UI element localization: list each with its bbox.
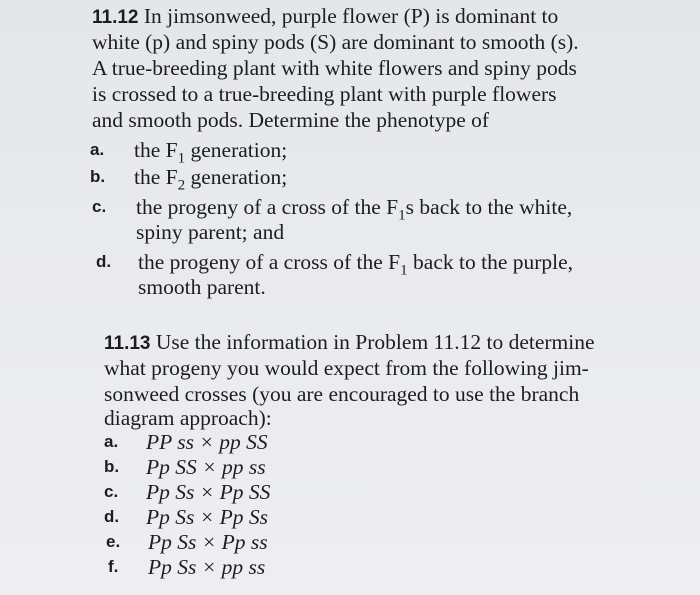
problem-11-12-line-4: is crossed to a true-breeding plant with purple flowers (92, 82, 557, 106)
cross-d: Pp Ss × Pp Ss (146, 505, 269, 529)
cross-label-d: d. (104, 507, 120, 526)
cross-a: PP ss × pp SS (146, 430, 268, 454)
problem-11-12-line-3: A true-breeding plant with white flowers and spiny pods (92, 56, 577, 80)
cross-label-b: b. (104, 457, 120, 476)
cross-label-f: f. (108, 557, 119, 576)
item-d-text: the progeny of a cross of the $F_1$ back to the purple, (138, 250, 574, 279)
cross-label-e: e. (106, 532, 121, 551)
problem-number-11-13: 11.13 (104, 333, 151, 354)
item-a-text: the $F_1$ generation; (134, 138, 288, 167)
problem-11-12-line-5: and smooth pods. Determine the phenotype of (92, 108, 490, 132)
problem-11-13-line-1 (104, 330, 595, 356)
item-c-continuation: spiny parent; and (136, 220, 285, 244)
item-d-continuation: smooth parent. (138, 275, 266, 299)
cross-f: Pp Ss × pp ss (148, 555, 266, 579)
item-label-c: c. (92, 197, 107, 216)
problem-text: In jimsonweed, purple flower (P) is dominant to (143, 4, 559, 28)
cross-e: Pp Ss × Pp ss (148, 530, 268, 554)
item-b-text: the $F_2$ generation; (134, 165, 288, 194)
cross-b: Pp SS × pp ss (146, 455, 266, 479)
item-label-b: b. (90, 167, 106, 186)
item-label-d: d. (96, 252, 112, 271)
cross-c: Pp Ss × Pp SS (146, 480, 271, 504)
problem-number-11-12: 11.12 (92, 7, 139, 28)
cross-label-a: a. (104, 432, 119, 451)
item-label-a: a. (90, 140, 105, 159)
problem-11-13-line-4: diagram approach): (104, 406, 272, 430)
problem-text: Use the information in Problem 11.12 to determine (155, 330, 595, 354)
problem-11-13-line-3: sonweed crosses (you are encouraged to use the branch (104, 382, 580, 406)
problem-11-13-line-2: what progeny you would expect from the following jim- (104, 356, 589, 380)
problem-11-12-line-1 (92, 4, 558, 30)
cross-label-c: c. (104, 482, 119, 501)
problem-11-12-line-2: white (p) and spiny pods (S) are dominant to smooth (s). (92, 30, 579, 54)
item-c-text: the progeny of a cross of the $F_1s$ back to the white, (136, 195, 573, 224)
